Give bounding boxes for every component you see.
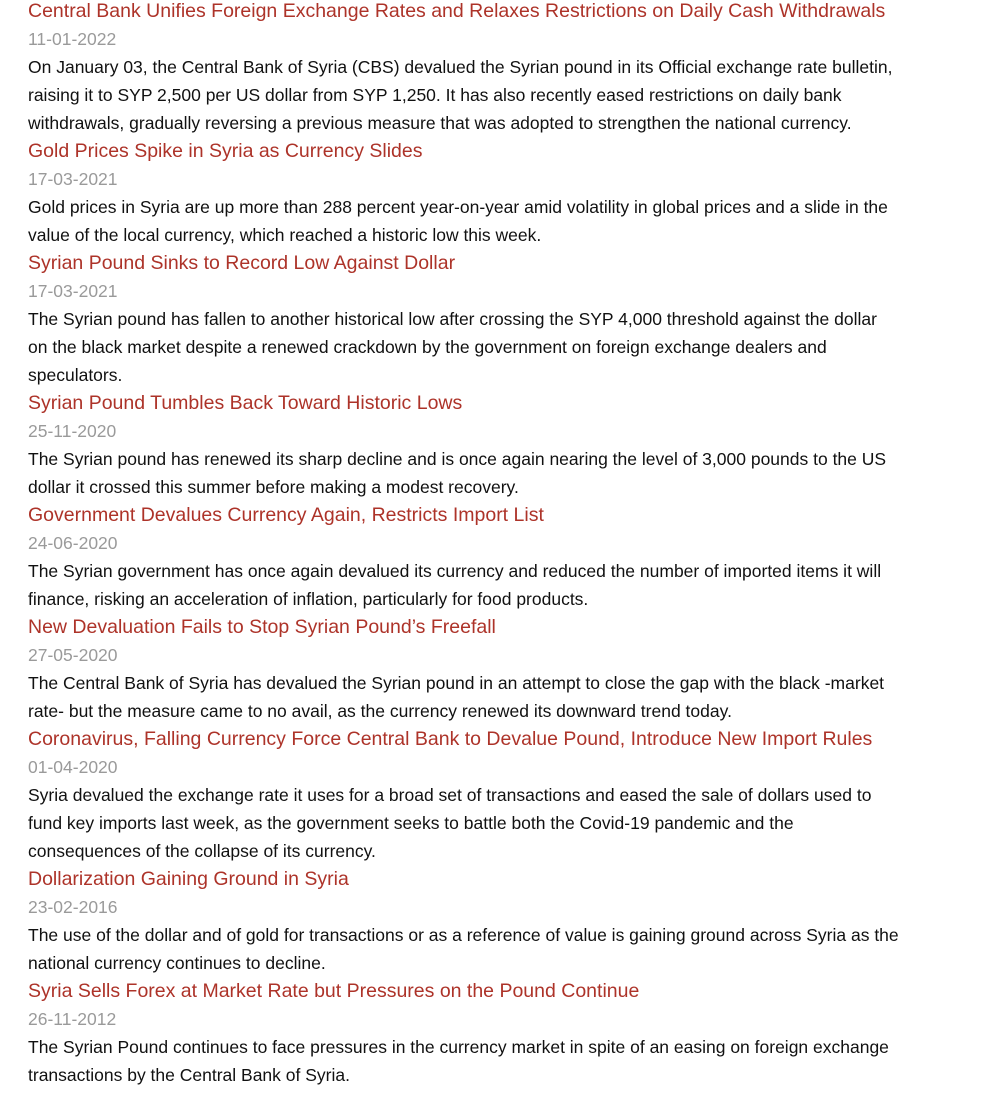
article-summary: The Syrian pound has renewed its sharp decline and is once again nearing the level of 3,000 pounds to the US dollar it crossed this summer before making a modest recovery. xyxy=(28,449,887,497)
article-title-link[interactable]: Central Bank Unifies Foreign Exchange Rates and Relaxes Restrictions on Daily Cash Withdrawals xyxy=(28,0,886,22)
article-title-link[interactable]: Syrian Pound Tumbles Back Toward Historic Lows xyxy=(28,392,463,414)
article-list xyxy=(28,0,900,1089)
article-summary: The Syrian Pound continues to face pressures in the currency market in spite of an easing on foreign exchange transactions by the Central Bank of Syria. xyxy=(28,1037,889,1085)
article-date: 17-03-2021 xyxy=(28,281,118,301)
article-date: 11-01-2022 xyxy=(28,29,117,49)
article-summary: The Syrian pound has fallen to another historical low after crossing the SYP 4,000 threshold against the dollar on the black market despite a renewed crackdown by the government on foreign exchange dealers and speculators. xyxy=(28,309,877,385)
article-date: 25-11-2020 xyxy=(28,421,117,441)
article-item xyxy=(28,249,900,389)
article-summary: Syria devalued the exchange rate it uses for a broad set of transactions and eased the sale of dollars used to fund key imports last week, as the government seeks to battle both the Covid-19 pandemic and the consequences of the collapse of its currency. xyxy=(28,785,872,861)
article-title-link[interactable]: Gold Prices Spike in Syria as Currency Slides xyxy=(28,140,423,162)
article-date: 01-04-2020 xyxy=(28,757,118,777)
article-date: 27-05-2020 xyxy=(28,645,118,665)
article-title-link[interactable]: New Devaluation Fails to Stop Syrian Pound’s Freefall xyxy=(28,616,496,638)
article-summary: The Syrian government has once again devalued its currency and reduced the number of imported items it will finance, risking an acceleration of inflation, particularly for food products. xyxy=(28,561,882,609)
article-date: 24-06-2020 xyxy=(28,533,118,553)
article-item xyxy=(28,613,900,725)
article-date: 26-11-2012 xyxy=(28,1009,117,1029)
article-item xyxy=(28,0,900,137)
article-item xyxy=(28,501,900,613)
article-summary: On January 03, the Central Bank of Syria (CBS) devalued the Syrian pound in its Official exchange rate bulletin, raising it to SYP 2,500 per US dollar from SYP 1,250. It has also recently eased restrictions on daily bank withdrawals, gradually reversing a previous measure that was adopted to strengthen the national currency. xyxy=(28,57,893,133)
article-date: 23-02-2016 xyxy=(28,897,118,917)
article-summary: Gold prices in Syria are up more than 288 percent year-on-year amid volatility in global prices and a slide in the value of the local currency, which reached a historic low this week. xyxy=(28,197,888,245)
article-item xyxy=(28,137,900,249)
article-summary: The use of the dollar and of gold for transactions or as a reference of value is gaining ground across Syria as the national currency continues to decline. xyxy=(28,925,899,973)
article-title-link[interactable]: Syrian Pound Sinks to Record Low Against Dollar xyxy=(28,252,456,274)
article-item xyxy=(28,977,900,1089)
article-title-link[interactable]: Coronavirus, Falling Currency Force Central Bank to Devalue Pound, Introduce New Import Rules xyxy=(28,728,873,750)
article-item xyxy=(28,725,900,865)
article-date: 17-03-2021 xyxy=(28,169,118,189)
article-title-link[interactable]: Syria Sells Forex at Market Rate but Pressures on the Pound Continue xyxy=(28,980,640,1002)
article-title-link[interactable]: Dollarization Gaining Ground in Syria xyxy=(28,868,349,890)
article-title-link[interactable]: Government Devalues Currency Again, Restricts Import List xyxy=(28,504,544,526)
article-item xyxy=(28,389,900,501)
article-item xyxy=(28,865,900,977)
article-summary: The Central Bank of Syria has devalued the Syrian pound in an attempt to close the gap with the black -market rate- but the measure came to no avail, as the currency renewed its downward trend today. xyxy=(28,673,885,721)
